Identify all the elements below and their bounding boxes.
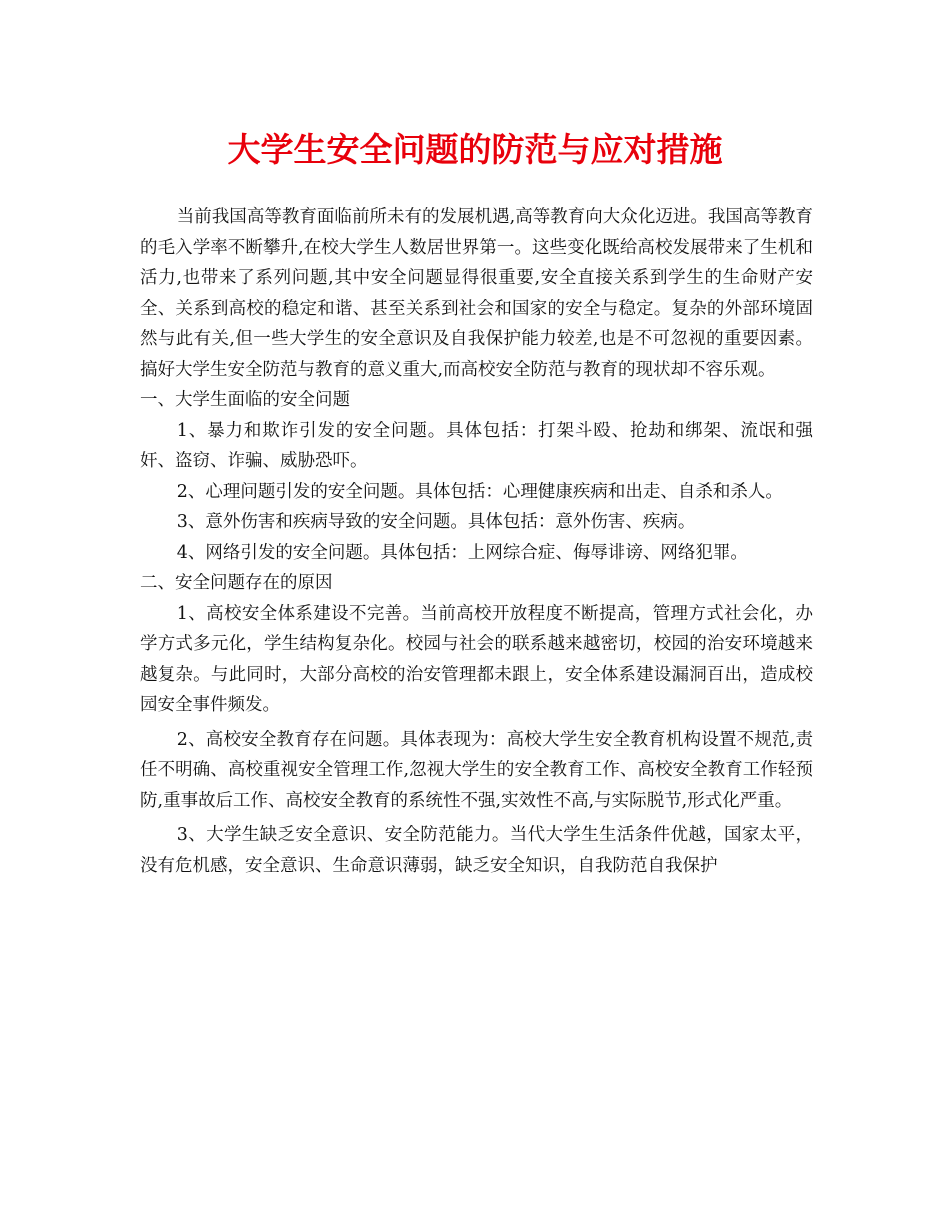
section-heading-2: 二、安全问题存在的原因 bbox=[140, 573, 333, 593]
list-item: 2、心理问题引发的安全问题。具体包括：心理健康疾病和出走、自杀和杀人。 bbox=[176, 481, 783, 502]
list-item: 2、高校安全教育存在问题。具体表现为：高校大学生安全教育机构设置不规范,责任不明确、高校重视安全管理工作,忽视大学生的安全教育工作、高校安全教育工作轻预防,重事故后工作、高校安全教育的系统性不强,实效性不高,与实际脱节,形式化严重。 bbox=[140, 729, 813, 811]
list-item: 1、暴力和欺诈引发的安全问题。具体包括：打架斗殴、抢劫和绑架、流氓和强奸、盗窃、诈骗、威胁恐吓。 bbox=[140, 420, 813, 471]
document-body bbox=[140, 202, 813, 881]
intro-paragraph: 当前我国高等教育面临前所未有的发展机遇,高等教育向大众化迈进。我国高等教育的毛入学率不断攀升,在校大学生人数居世界第一。这些变化既给高校发展带来了生机和活力,也带来了系列问题,其中安全问题显得很重要,安全直接关系到学生的生命财产安全、关系到高校的稳定和谐、甚至关系到社会和国家的安全与稳定。复杂的外部环境固然与此有关,但一些大学生的安全意识及自我保护能力较差,也是不可忽视的重要因素。搞好大学生安全防范与教育的意义重大,而高校安全防范与教育的现状却不容乐观。 bbox=[140, 207, 813, 380]
list-item: 3、意外伤害和疾病导致的安全问题。具体包括：意外伤害、疾病。 bbox=[176, 512, 696, 532]
list-item: 1、高校安全体系建设不完善。当前高校开放程度不断提高，管理方式社会化，办学方式多元化，学生结构复杂化。校园与社会的联系越来越密切，校园的治安环境越来越复杂。与此同时，大部分高校的治安管理都未跟上，安全体系建设漏洞百出，造成校园安全事件频发。 bbox=[140, 603, 813, 715]
section-heading-1: 一、大学生面临的安全问题 bbox=[140, 390, 350, 410]
list-item: 3、大学生缺乏安全意识、安全防范能力。当代大学生生活条件优越，国家太平，没有危机感，安全意识、生命意识薄弱，缺乏安全知识，自我防范自我保护 bbox=[140, 825, 813, 876]
list-item: 4、网络引发的安全问题。具体包括：上网综合症、侮辱诽谤、网络犯罪。 bbox=[176, 542, 748, 563]
document-title: 大学生安全问题的防范与应对措施 bbox=[227, 130, 723, 169]
